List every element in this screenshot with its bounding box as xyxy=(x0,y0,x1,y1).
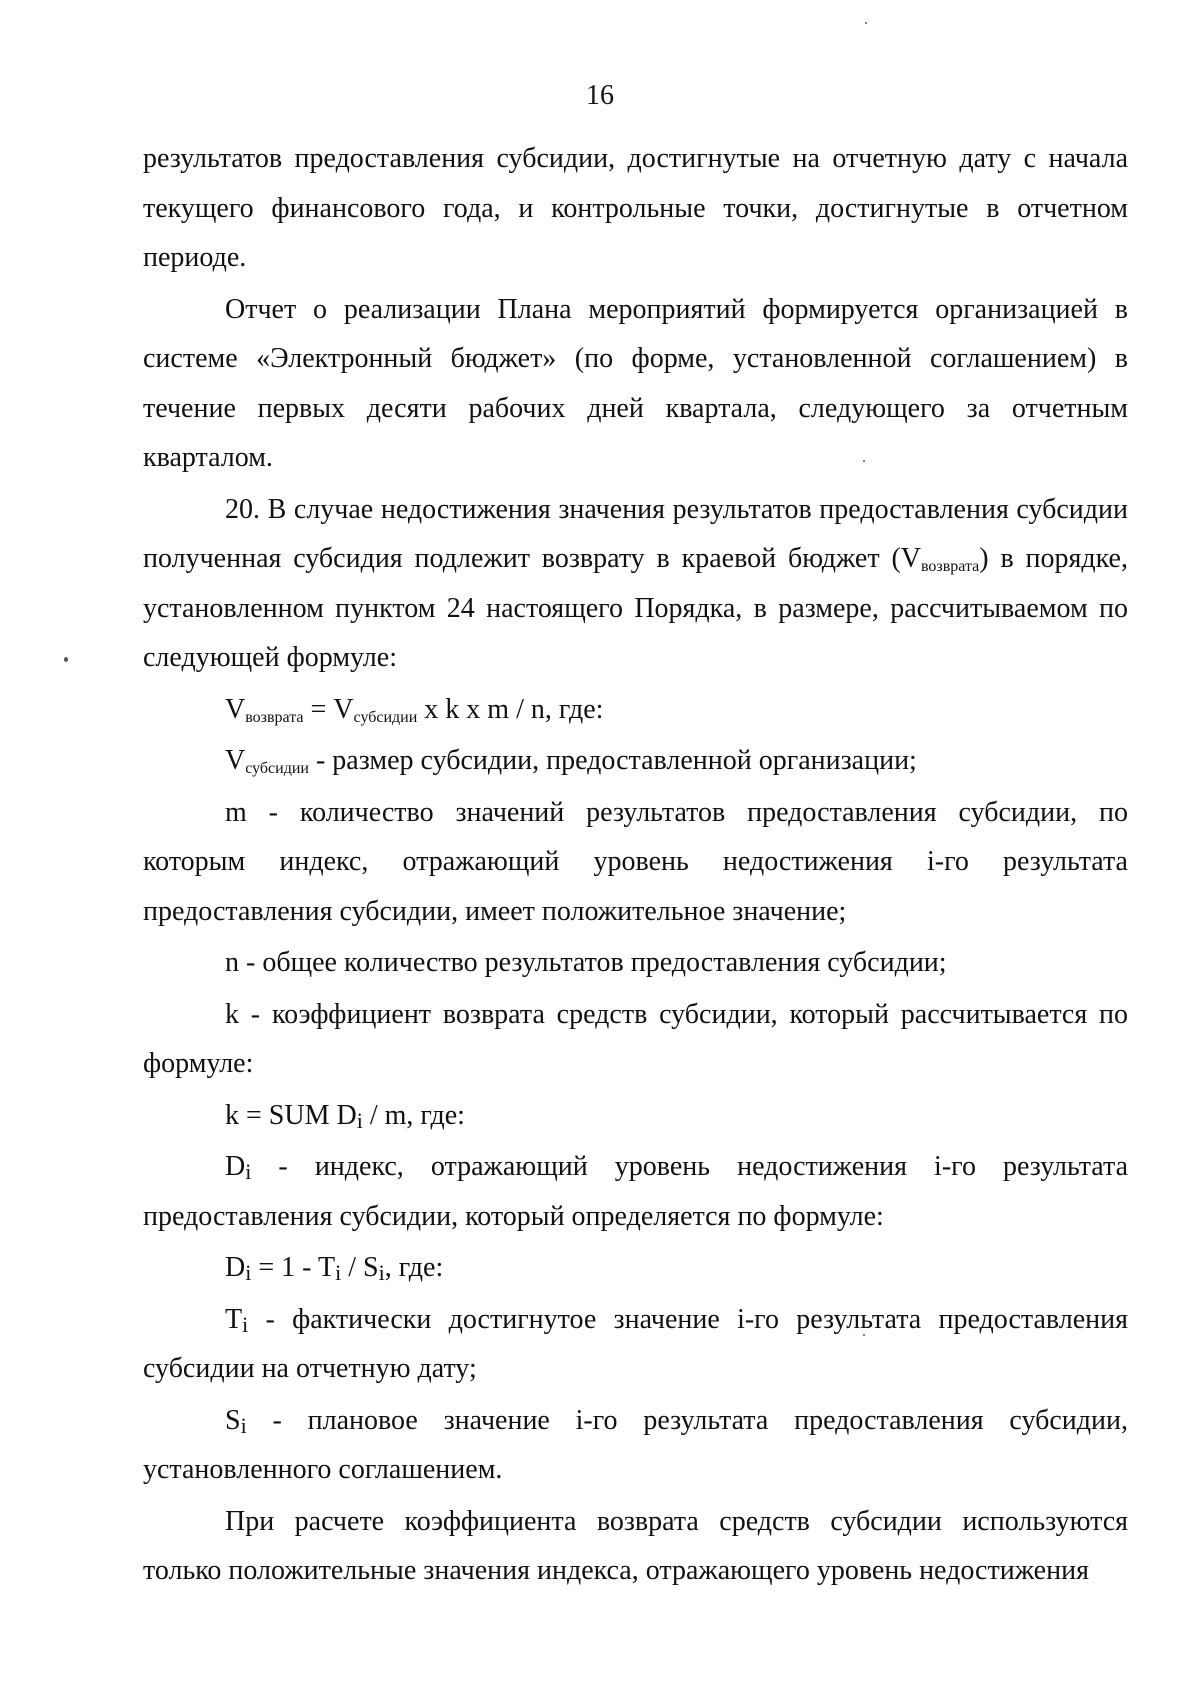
formula-subscript-subsidii: субсидии xyxy=(353,708,418,726)
definition-si-var: S xyxy=(225,1404,241,1436)
clause-20-text-b: ) в порядке, установленном пунктом 24 настоящего Порядка, в размере, рассчитываемом по следующей формуле: xyxy=(143,543,1128,673)
formula-var-v: V xyxy=(225,693,246,725)
definition-si-text: - плановое значение i-го результата предоставления субсидии, установленного соглашением. xyxy=(143,1404,1128,1485)
definition-di-var: D xyxy=(225,1151,246,1182)
definition-si xyxy=(143,1396,1128,1495)
scan-speck xyxy=(865,22,867,24)
definition-ti xyxy=(143,1295,1128,1394)
definition-ti-var: T xyxy=(225,1303,243,1335)
paragraph-clause-20 xyxy=(143,485,1128,683)
formula-di-subscript-3: i xyxy=(378,1260,385,1285)
definition-text: - размер субсидии, предоставленной организации; xyxy=(308,745,917,776)
formula-di-subscript-1: i xyxy=(245,1260,252,1285)
definition-di-text: - индекс, отражающий уровень недостижения i-го результата предоставления субсидии, который определяется по формуле: xyxy=(143,1151,1128,1232)
paragraph-report-plan: Отчет о реализации Плана мероприятий формируется организацией в системе «Электронный бюджет» (по форме, установленной соглашением) в течение первых десяти рабочих дней квартала, следующего за отчетным кварталом. xyxy=(143,293,1128,473)
formula-k-subscript-i: i xyxy=(356,1107,363,1133)
formula-v-vozvrata xyxy=(143,685,1128,735)
formula-di xyxy=(143,1243,1128,1293)
formula-k xyxy=(143,1091,1128,1141)
formula-k-text-a: k = SUM D xyxy=(225,1099,357,1131)
scan-speck xyxy=(863,460,865,462)
definition-var-v: V xyxy=(225,745,246,776)
page-number: 16 xyxy=(586,80,614,111)
definition-si-subscript: i xyxy=(240,1412,247,1438)
formula-k-text-b: / m, где: xyxy=(362,1099,465,1131)
formula-equals-v: = V xyxy=(303,693,354,725)
clause-20-text-a: 20. В случае недостижения значения результатов предоставления субсидии полученная субсидия подлежит возврату в краевой бюджет (V xyxy=(143,493,1128,574)
formula-rest: x k x m / n, где: xyxy=(417,693,604,725)
definition-m: m - количество значений результатов предоставления субсидии, по которым индекс, отражающий уровень недостижения i-го результата предоставления субсидии, имеет положительное значение; xyxy=(143,796,1128,927)
formula-di-text-c: / S xyxy=(341,1252,379,1283)
scan-speck xyxy=(863,1334,865,1336)
definition-k: k - коэффициент возврата средств субсидии, который рассчитывается по формуле: xyxy=(143,998,1128,1079)
definition-di xyxy=(143,1142,1128,1241)
formula-di-subscript-2: i xyxy=(335,1260,342,1285)
formula-di-text-b: = 1 - T xyxy=(251,1252,336,1283)
subscript-vozvrata: возврата xyxy=(920,558,980,575)
formula-subscript-vozvrata: возврата xyxy=(245,708,304,726)
definition-subscript-subsidii: субсидии xyxy=(245,760,309,777)
definition-v-subsidii xyxy=(143,736,1128,786)
formula-di-text-d: , где: xyxy=(384,1252,444,1283)
definition-ti-subscript: i xyxy=(242,1311,249,1337)
formula-di-var: D xyxy=(225,1252,246,1283)
definition-n: n - общее количество результатов предоставления субсидии; xyxy=(225,947,947,978)
paragraph-continuation: результатов предоставления субсидии, достигнутые на отчетную дату с начала текущего финансового года, и контрольные точки, достигнутые в отчетном периоде. xyxy=(143,143,1128,273)
definition-ti-text: - фактически достигнутое значение i-го результата предоставления субсидии на отчетную дату; xyxy=(143,1303,1128,1384)
scan-speck xyxy=(64,657,68,662)
paragraph-coefficient-note: При расчете коэффициента возврата средств субсидии используются только положительные значения индекса, отражающего уровень недостижения xyxy=(143,1505,1128,1586)
definition-di-subscript: i xyxy=(245,1159,252,1184)
document-body xyxy=(143,134,1128,1596)
